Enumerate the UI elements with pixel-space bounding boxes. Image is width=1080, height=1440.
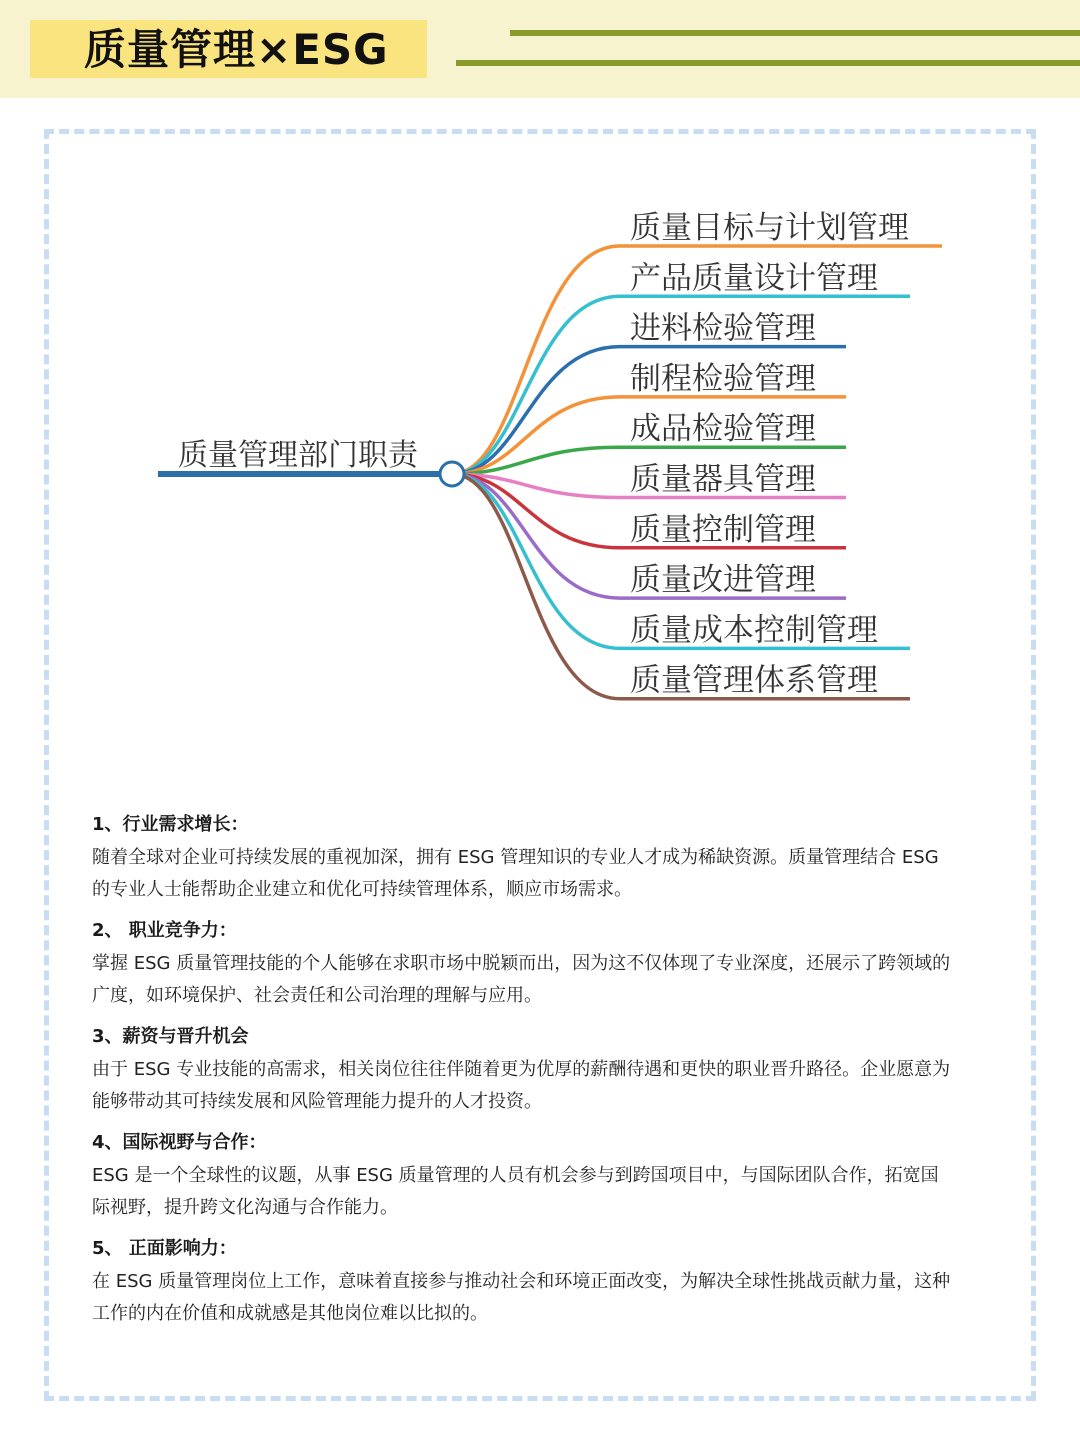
section-heading: 3、薪资与晋升机会 xyxy=(92,1026,249,1047)
mindmap-branch-label: 成品检验管理 xyxy=(630,411,816,448)
mindmap-root-node xyxy=(440,462,464,486)
content-list xyxy=(92,808,952,1338)
mindmap-branch-label: 质量改进管理 xyxy=(630,562,816,599)
mindmap-root-label: 质量管理部门职责 xyxy=(178,438,418,473)
mindmap-branch-label: 制程检验管理 xyxy=(630,360,816,397)
section-heading: 4、国际视野与合作： xyxy=(92,1132,267,1153)
section-body: 由于 ESG 专业技能的高需求，相关岗位往往伴随着更为优厚的薪酬待遇和更快的职业晋升路径。企业愿意为能够带动其可持续发展和风险管理能力提升的人才投资。 xyxy=(92,1059,951,1112)
section-body: 随着全球对企业可持续发展的重视加深，拥有 ESG 管理知识的专业人才成为稀缺资源。质量管理结合 ESG 的专业人士能帮助企业建立和优化可持续管理体系，顺应市场需求。 xyxy=(92,847,939,900)
mindmap-branch-label: 质量控制管理 xyxy=(630,511,816,548)
section-1 xyxy=(92,808,952,906)
section-heading: 5、 正面影响力： xyxy=(92,1238,237,1259)
section-body: 掌握 ESG 质量管理技能的个人能够在求职市场中脱颖而出，因为这不仅体现了专业深度，还展示了跨领域的广度，如环境保护、社会责任和公司治理的理解与应用。 xyxy=(92,953,951,1006)
mindmap-branch-label: 产品质量设计管理 xyxy=(630,260,878,297)
section-5 xyxy=(92,1232,952,1330)
section-body: ESG 是一个全球性的议题，从事 ESG 质量管理的人员有机会参与到跨国项目中，与国际团队合作，拓宽国际视野，提升跨文化沟通与合作能力。 xyxy=(92,1165,939,1218)
section-body: 在 ESG 质量管理岗位上工作，意味着直接参与推动社会和环境正面改变，为解决全球性挑战贡献力量，这种工作的内在价值和成就感是其他岗位难以比拟的。 xyxy=(92,1271,951,1324)
mindmap-branch-label: 质量器具管理 xyxy=(630,461,816,498)
section-3 xyxy=(92,1020,952,1118)
page-title: 质量管理×ESG xyxy=(84,25,389,74)
mindmap-branch-label: 质量管理体系管理 xyxy=(630,662,878,699)
section-2 xyxy=(92,914,952,1012)
mindmap-branch-label: 质量成本控制管理 xyxy=(630,612,878,649)
section-4 xyxy=(92,1126,952,1224)
mindmap-branch-label: 质量目标与计划管理 xyxy=(630,210,909,246)
mindmap-branch-label: 进料检验管理 xyxy=(630,310,816,347)
section-heading: 1、行业需求增长： xyxy=(92,814,249,835)
section-heading: 2、 职业竞争力： xyxy=(92,920,237,941)
